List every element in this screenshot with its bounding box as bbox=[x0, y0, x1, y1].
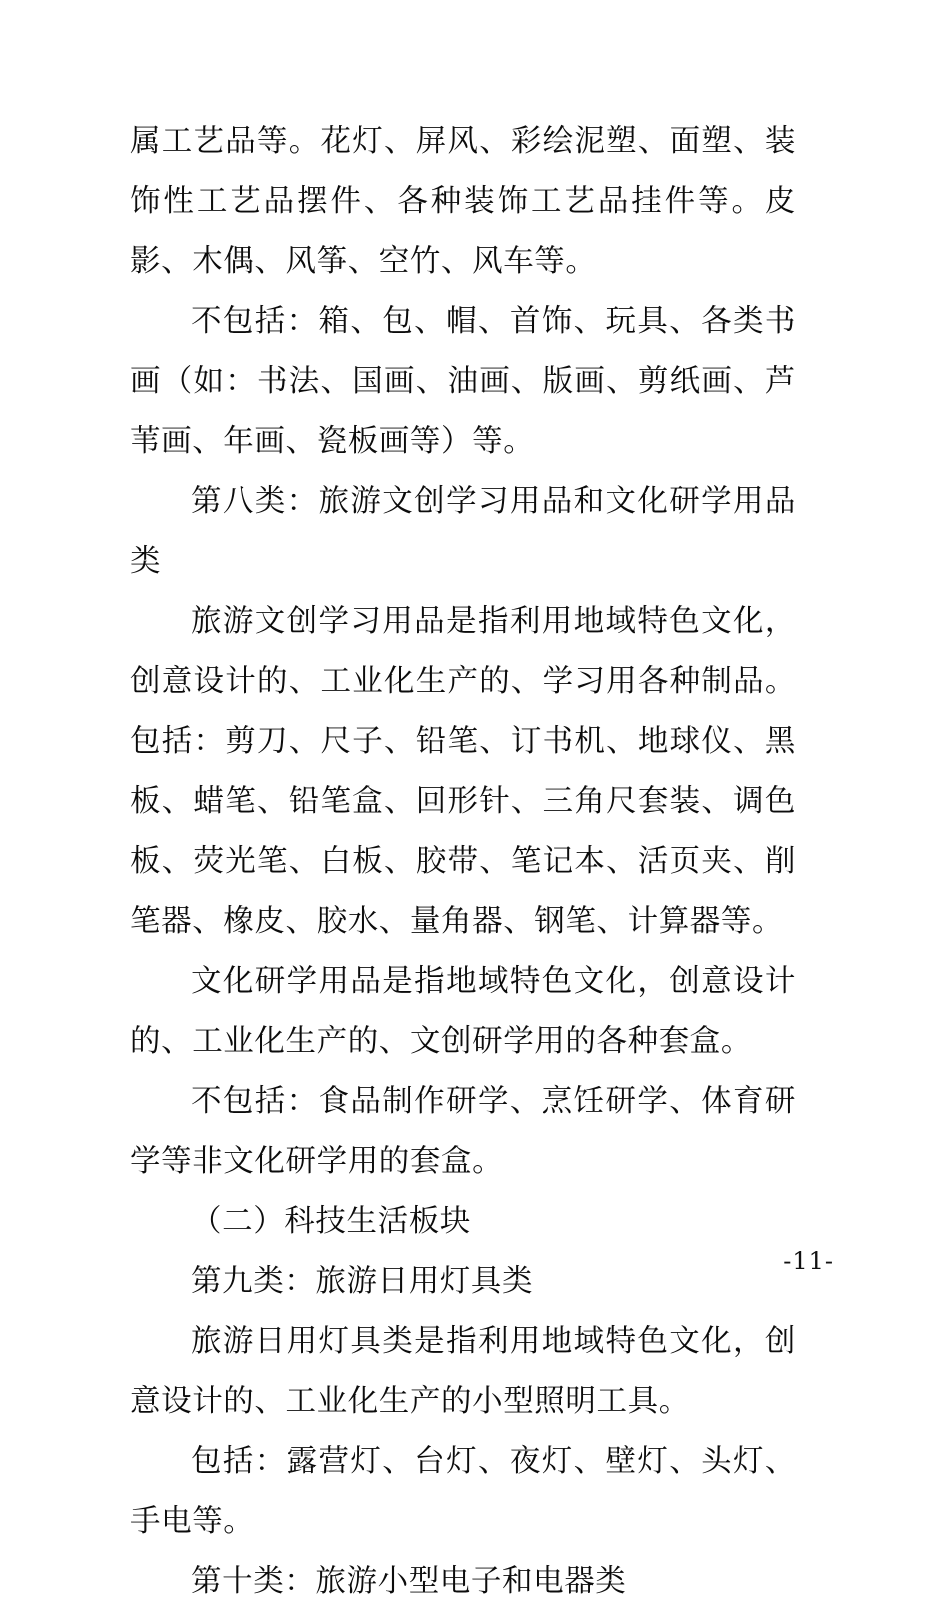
section-heading-eight: 第八类：旅游文创学习用品和文化研学用品类 bbox=[130, 484, 796, 579]
section-heading-two: （二）科技生活板块 bbox=[191, 1204, 471, 1239]
page-number: -11- bbox=[783, 1247, 834, 1275]
document-body bbox=[130, 112, 796, 1612]
paragraph: 旅游日用灯具类是指利用地域特色文化，创意设计的、工业化生产的小型照明工具。 bbox=[130, 1324, 796, 1419]
paragraph: 旅游文创学习用品是指利用地域特色文化，创意设计的、工业化生产的、学习用各种制品。包括：剪刀、尺子、铅笔、订书机、地球仪、黑板、蜡笔、铅笔盒、回形针、三角尺套装、调色板、荧光笔、白板、胶带、笔记本、活页夹、削笔器、橡皮、胶水、量角器、钢笔、计算器等。 bbox=[130, 604, 796, 939]
paragraph: 不包括：箱、包、帽、首饰、玩具、各类书画（如：书法、国画、油画、版画、剪纸画、芦苇画、年画、瓷板画等）等。 bbox=[130, 304, 796, 459]
paragraph: 不包括：食品制作研学、烹饪研学、体育研学等非文化研学用的套盒。 bbox=[130, 1084, 796, 1179]
section-heading-ten: 第十类：旅游小型电子和电器类 bbox=[191, 1564, 627, 1599]
section-heading-nine: 第九类：旅游日用灯具类 bbox=[191, 1264, 534, 1299]
paragraph: 包括：露营灯、台灯、夜灯、壁灯、头灯、手电等。 bbox=[130, 1444, 796, 1539]
paragraph: 文化研学用品是指地域特色文化，创意设计的、工业化生产的、文创研学用的各种套盒。 bbox=[130, 964, 796, 1059]
paragraph: 属工艺品等。花灯、屏风、彩绘泥塑、面塑、装饰性工艺品摆件、各种装饰工艺品挂件等。皮影、木偶、风筝、空竹、风车等。 bbox=[130, 124, 796, 279]
